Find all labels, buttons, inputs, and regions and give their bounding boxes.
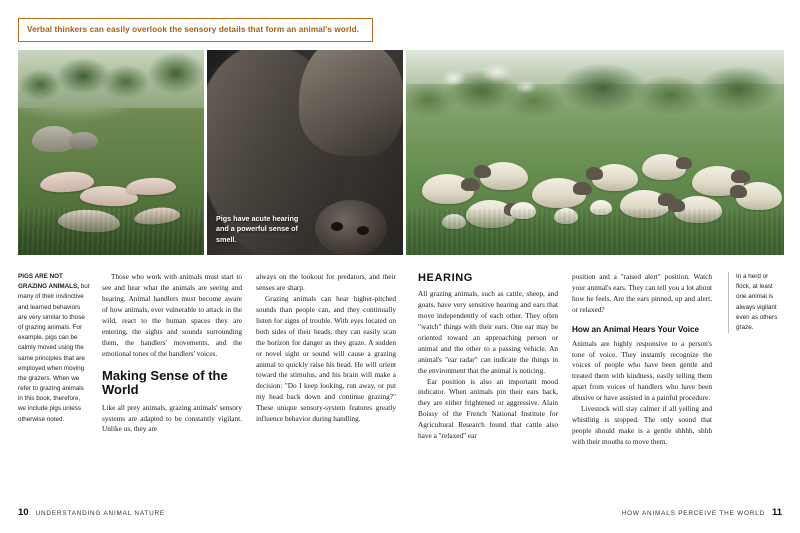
photo-sheep-flock-grazing — [406, 50, 784, 255]
paragraph: Those who work with animals must start to see and hear what the animals are seeing and hearing. Animal handlers must become aware of how animals, ever vulnerable to attack in the wild, react to the human spaces they are entering, the sights and sounds surrounding them, the handlers' movements, and the emotional tones of the handlers' voices. — [102, 272, 242, 358]
grass-foreground — [406, 209, 784, 255]
paragraph: Livestock will stay calmer if all yelling and whistling is stopped. The only sound that people should make is a gentle shhhh, shhh with their mouths to move them. — [572, 404, 712, 447]
sheep-shape — [642, 154, 686, 180]
pig-snout-shape — [315, 200, 387, 255]
folio-left: 10 — [18, 506, 29, 518]
photo-caption: Pigs have acute hearing and a powerful sense of smell. — [216, 213, 299, 244]
paragraph: All grazing animals, such as cattle, sheep, and goats, have very sensitive hearing and ears that move independently of each other. They often "watch" things with their ears. One ear may be oriented toward an approaching person or animal and the other to a passing vehicle. An animal's "ear radar" can indicate the things in the environment that the animal is noticing. — [418, 289, 558, 375]
sheep-shape — [592, 164, 638, 191]
paragraph: Like all prey animals, grazing animals' sensory systems are adapted to be constantly vigilant. Unlike us, they are — [102, 402, 242, 434]
footer-right — [622, 507, 782, 518]
paragraph: position and a "raised alert" position. Watch your animal's ears. They can tell you a lot about how he feels. Are the ears pinned, up and alert, or relaxed? — [572, 272, 712, 314]
text-columns — [18, 272, 784, 490]
photo-pig-snout-closeup — [207, 50, 403, 255]
tree-line-decoration — [18, 50, 204, 108]
section-heading-hearing: HEARING — [418, 272, 473, 284]
sheep-shape — [736, 182, 782, 210]
running-head-left: UNDERSTANDING ANIMAL NATURE — [35, 509, 165, 517]
rock-decoration-small — [68, 132, 98, 150]
sidebar-note-body: but many of their instinctive and learned behaviors are very similar to those of grazing animals. For example, pigs can be calmly moved using the same principles that are employed when moving the grazers. When we refer to grazing animals in this book, therefore, we include pigs unless otherwise noted. — [18, 283, 90, 423]
sidebar-note-lead: PIGS ARE NOT GRAZING ANIMALS, — [18, 273, 79, 291]
pull-quote-text: Verbal thinkers can easily overlook the sensory details that form an animal's world. — [27, 25, 360, 35]
section-heading-making-sense: Making Sense of the World — [102, 367, 228, 398]
sidebar-note-right — [728, 272, 784, 333]
blossom-tree-decoration — [430, 56, 550, 112]
paragraph: Grazing animals can hear higher-pitched sounds than people can, and they continually listen for signs of trouble. With eyes located on both sides of their heads, they can easily scan the horizon for danger as they graze. A sudden or novel sight or sound will cause a grazing animal to quickly raise his head. He will orient toward the stimulus, and his brain will make a decision: "Do I keep looking, run away, or put my head back down and continue grazing?" These unique sensory-system features greatly influence behavior during handling. — [256, 293, 396, 424]
body-column-2 — [256, 272, 396, 425]
running-head-right: HOW ANIMALS PERCEIVE THE WORLD — [621, 509, 765, 517]
pull-quote-banner — [18, 18, 373, 42]
page-footer — [18, 505, 782, 519]
photo-strip — [18, 50, 784, 255]
body-column-4 — [572, 272, 712, 448]
paragraph: Animals are highly responsive to a person's tone of voice. They instantly recognize the voices of people who have been gentle and treated them with kindness, easily telling them apart from voices of handlers who have been abusive or have assisted in a painful procedure. — [572, 338, 712, 403]
pig-nostril-shape — [357, 226, 369, 235]
paragraph: always on the lookout for predators, and their senses are sharp. — [256, 272, 396, 292]
folio-right: 11 — [771, 506, 782, 518]
paragraph: Ear position is also an important mood indicator. When animals pin their ears back, they are either frightened or aggressive. Alain Boissy of the French National Institute for Agricultural Research found that cattle also have a "relaxed" ear — [418, 376, 558, 441]
body-column-3 — [418, 272, 558, 442]
subheading-how-an-animal-hears-your-voice: How an Animal Hears Your Voice — [572, 324, 700, 334]
sheep-shape — [422, 174, 474, 204]
grass-foreground — [18, 207, 204, 255]
footer-left — [18, 507, 165, 518]
sidebar-note-left-text — [18, 272, 90, 425]
sheep-shape — [532, 178, 586, 208]
sidebar-note-right-text: In a herd or flock, at least one animal is always vigilant even as others graze. — [728, 272, 784, 333]
body-column-1 — [102, 272, 242, 435]
sheep-shape — [480, 162, 528, 190]
pig-shape — [126, 177, 177, 196]
pig-ear-shape — [299, 50, 403, 156]
pig-nostril-shape — [331, 222, 343, 231]
sidebar-note-left — [18, 272, 90, 425]
photo-pigs-resting-in-pasture — [18, 50, 204, 255]
